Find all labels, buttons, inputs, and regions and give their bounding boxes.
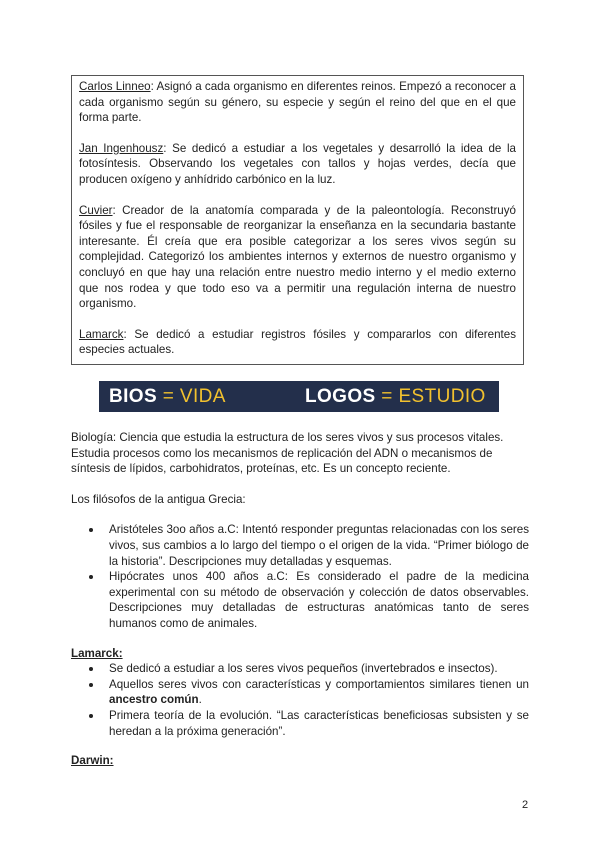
ancestro-comun-bold: ancestro común: [109, 693, 199, 707]
list-item: Se dedicó a estudiar a los seres vivos pequeños (invertebrados e insectos).: [71, 661, 529, 677]
etymology-banner: [99, 381, 499, 412]
cuvier-text: : Creador de la anatomía comparada y de la paleontología. Reconstruyó fósiles y fue el responsable de reorganizar la enseñanza en la secundaria bastante interesante. Él creía que era posible categorizar a los seres vivos según su complejidad. Categorizó los ambientes internos y externos de nuestro organismo y concluyó en que hay una relación entre nuestro medio interno y el medio externo que nos rodea y que todo eso va a permitir una regulación interna de nuestro organismo.: [79, 203, 516, 311]
ingenhousz-paragraph: [79, 141, 516, 188]
ingenhousz-text: : Se dedicó a estudiar a los vegetales y desarrolló la idea de la fotosíntesis. Observando los vegetales con tallos y hojas verdes, decía que producen oxígeno y anhídrido carbónico en la luz.: [79, 141, 516, 186]
biologia-definition: Biología: Ciencia que estudia la estructura de los seres vivos y sus procesos vitales. Estudia procesos como los mecanismos de replicación del ADN o mecanismos de síntesis de lípidos, carbohidratos, proteínas, etc. Es un concepto reciente.: [71, 431, 504, 476]
linneo-name: Carlos Linneo: [79, 80, 151, 93]
list-item: Primera teoría de la evolución. “Las características beneficiosas subsisten y se heredan a la próxima generación”.: [71, 708, 529, 739]
lamarck-box-paragraph: [79, 327, 516, 358]
lamarck-heading: Lamarck:: [71, 646, 123, 660]
bios-word: BIOS: [109, 386, 158, 407]
estudio-word: ESTUDIO: [398, 386, 486, 407]
cuvier-paragraph: [79, 203, 516, 312]
filosofos-list: [71, 522, 529, 631]
list-item-hipocrates: Hipócrates unos 400 años a.C: Es considerado el padre de la medicina experimental con su método de observación y colección de datos observables. Descripciones muy detalladas de estructuras anatómicas tanto de seres humanos como de animales.: [71, 569, 529, 631]
page-number: 2: [522, 799, 529, 811]
cuvier-name: Cuvier: [79, 203, 113, 217]
lamarck-box-text: : Se dedicó a estudiar registros fósiles y compararlos con diferentes especies actuales.: [79, 327, 516, 357]
ingenhousz-name: Jan Ingenhousz: [79, 141, 164, 155]
linneo-paragraph: [79, 79, 516, 126]
biologists-box: [71, 75, 524, 365]
main-content: [71, 430, 529, 769]
vida-word: VIDA: [179, 386, 226, 407]
ancestro-end: .: [198, 693, 202, 707]
lamarck-box-name: Lamarck: [79, 327, 124, 341]
logos-word: LOGOS: [305, 386, 376, 407]
bios-vida: [109, 381, 226, 412]
lamarck-list: [71, 661, 529, 739]
linneo-text: : Asignó a cada organismo en diferentes reinos. Empezó a reconocer a cada organismo según su género, su especie y según el reino del que en el que forma parte.: [79, 80, 516, 125]
bios-equals: =: [157, 386, 180, 407]
list-item: [71, 677, 529, 708]
list-item-aristoteles: Aristóteles 3oo años a.C: Intentó responder preguntas relacionadas con los seres vivos, sus cambios a lo largo del tiempo o el origen de la vida. “Primer biólogo de la historia”. Descripciones muy detalladas y esquemas.: [71, 522, 529, 569]
ancestro-text: Aquellos seres vivos con características y comportamientos similares tienen un: [109, 677, 529, 691]
darwin-heading: Darwin:: [71, 754, 114, 768]
logos-estudio: [305, 381, 486, 412]
logos-equals: =: [375, 386, 399, 407]
filosofos-intro: Los filósofos de la antigua Grecia:: [71, 492, 246, 506]
